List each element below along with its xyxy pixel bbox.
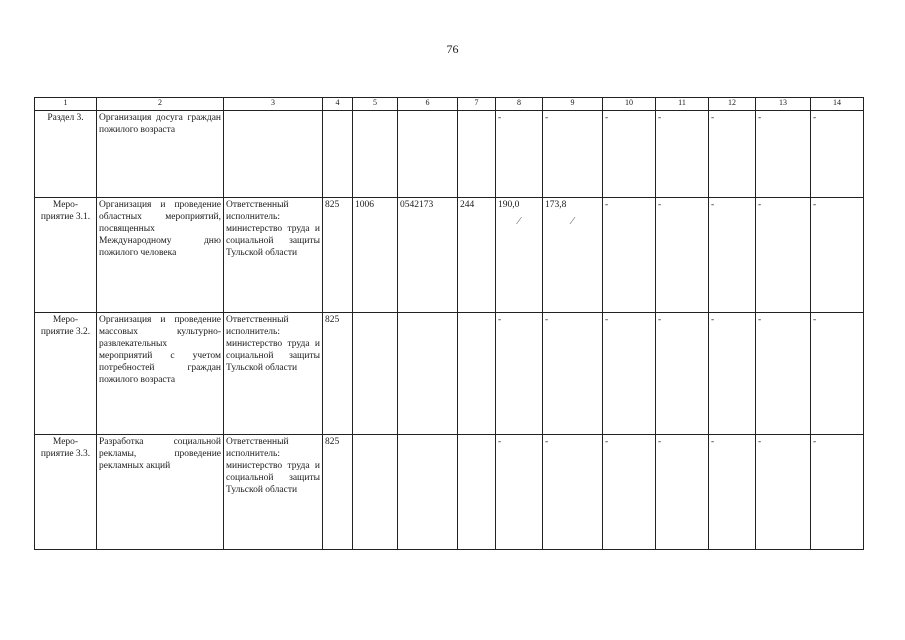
cell-col7: 244 (458, 198, 496, 313)
row-label: Раздел 3. (35, 111, 97, 198)
cell-col8: - (496, 313, 543, 435)
value-col9: 173,8 (545, 200, 567, 210)
cell-col8 (496, 198, 543, 313)
col-header: 8 (496, 98, 543, 111)
cell-col10: - (603, 435, 656, 550)
cell-col11: - (656, 198, 709, 313)
col-header: 10 (603, 98, 656, 111)
cell-col10: - (603, 313, 656, 435)
row-label: Меро-приятие 3.2. (35, 313, 97, 435)
cell-col12: - (709, 111, 756, 198)
row-name: Организация и проведение массовых культурно-развлекательных мероприятий с учетом потребностей граждан пожилого возраста (97, 313, 224, 435)
cell-col4 (323, 111, 353, 198)
cell-col7 (458, 111, 496, 198)
table-row-section-3 (35, 111, 864, 198)
table-row-3-3 (35, 435, 864, 550)
cell-col5 (353, 435, 398, 550)
page-number: 76 (446, 42, 459, 56)
col-header: 14 (811, 98, 864, 111)
col-header: 5 (353, 98, 398, 111)
cell-col9: - (543, 313, 603, 435)
table-row-3-2 (35, 313, 864, 435)
cell-col11: - (656, 435, 709, 550)
row-label: Меро-приятие 3.3. (35, 435, 97, 550)
col-header: 6 (398, 98, 458, 111)
cell-col4: 825 (323, 198, 353, 313)
cell-col5 (353, 111, 398, 198)
cell-col8: - (496, 435, 543, 550)
cell-col10: - (603, 111, 656, 198)
handwritten-checkmark: ⁄ (518, 215, 520, 227)
cell-col12: - (709, 435, 756, 550)
cell-col9: - (543, 111, 603, 198)
col-header: 3 (224, 98, 323, 111)
cell-col8: - (496, 111, 543, 198)
value-col8: 190,0 (498, 200, 520, 210)
row-executor: Ответственный исполнитель: министерство труда и социальной защиты Тульской области (224, 198, 323, 313)
cell-col12: - (709, 198, 756, 313)
row-executor: Ответственный исполнитель: министерство труда и социальной защиты Тульской области (224, 313, 323, 435)
cell-col6 (398, 435, 458, 550)
handwritten-checkmark: ⁄ (571, 215, 574, 227)
row-executor (224, 111, 323, 198)
row-name: Организация досуга граждан пожилого возраста (97, 111, 224, 198)
cell-col13: - (756, 111, 811, 198)
budget-table (34, 97, 864, 550)
cell-col7 (458, 435, 496, 550)
table-row-3-1 (35, 198, 864, 313)
cell-col14: - (811, 111, 864, 198)
cell-col9 (543, 198, 603, 313)
cell-col4: 825 (323, 435, 353, 550)
col-header: 2 (97, 98, 224, 111)
cell-col6 (398, 313, 458, 435)
row-label: Меро-приятие 3.1. (35, 198, 97, 313)
col-header: 4 (323, 98, 353, 111)
cell-col13: - (756, 435, 811, 550)
cell-col14: - (811, 435, 864, 550)
header-row (35, 98, 864, 111)
cell-col7 (458, 313, 496, 435)
cell-col12: - (709, 313, 756, 435)
col-header: 13 (756, 98, 811, 111)
cell-col6 (398, 111, 458, 198)
row-name: Организация и проведение областных мероприятий, посвященных Международному дню пожилого человека (97, 198, 224, 313)
cell-col13: - (756, 198, 811, 313)
col-header: 1 (35, 98, 97, 111)
cell-col11: - (656, 111, 709, 198)
cell-col13: - (756, 313, 811, 435)
cell-col5 (353, 313, 398, 435)
row-name: Разработка социальной рекламы, проведение рекламных акций (97, 435, 224, 550)
cell-col4: 825 (323, 313, 353, 435)
cell-col14: - (811, 313, 864, 435)
cell-col9: - (543, 435, 603, 550)
col-header: 12 (709, 98, 756, 111)
row-executor: Ответственный исполнитель: министерство труда и социальной защиты Тульской области (224, 435, 323, 550)
cell-col10: - (603, 198, 656, 313)
cell-col6: 0542173 (398, 198, 458, 313)
col-header: 11 (656, 98, 709, 111)
col-header: 7 (458, 98, 496, 111)
cell-col14: - (811, 198, 864, 313)
col-header: 9 (543, 98, 603, 111)
cell-col11: - (656, 313, 709, 435)
cell-col5: 1006 (353, 198, 398, 313)
